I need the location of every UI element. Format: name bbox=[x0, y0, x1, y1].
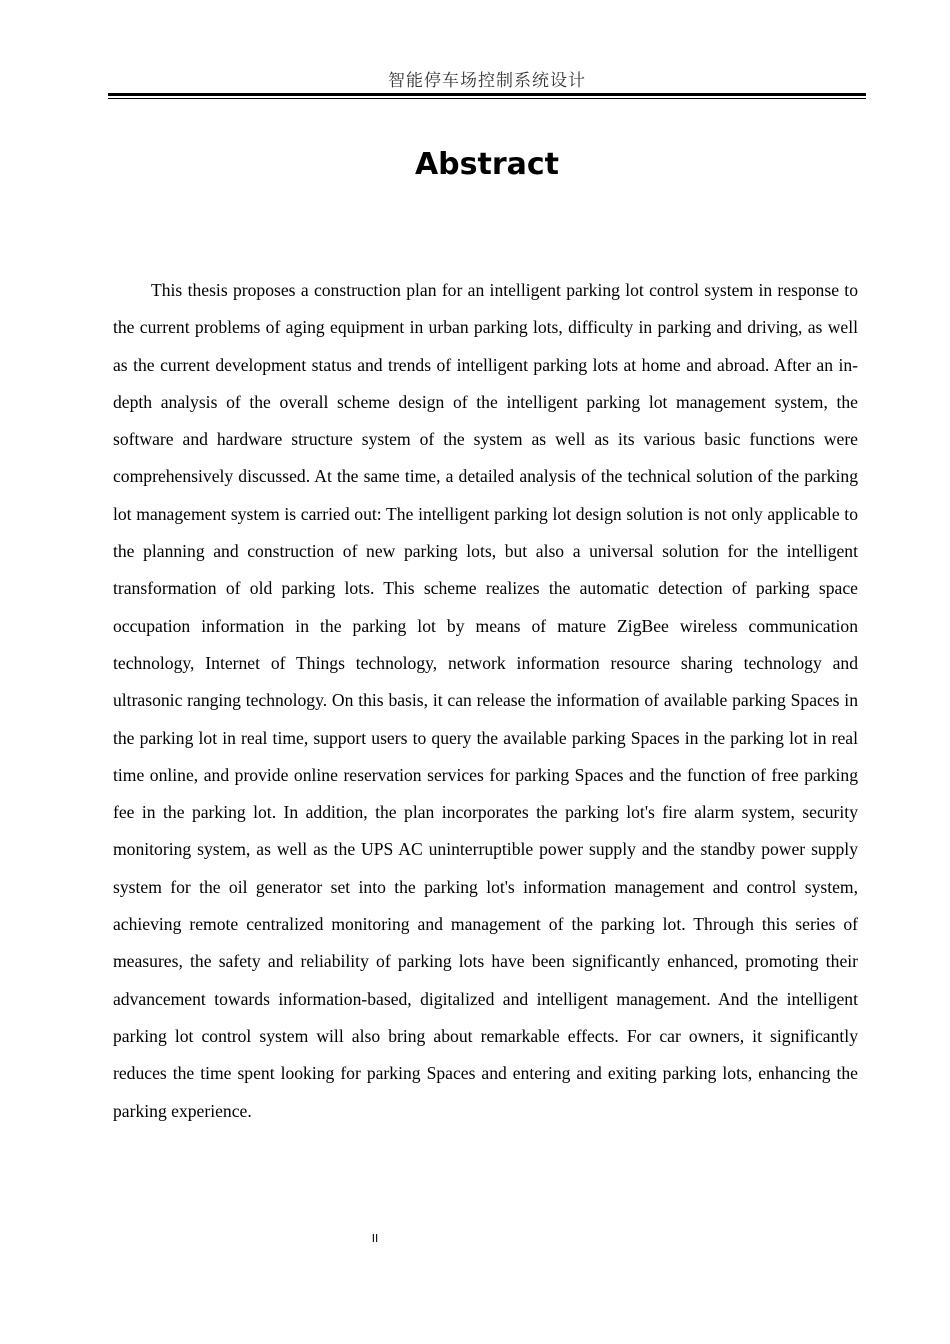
header-rule-thick bbox=[108, 93, 866, 96]
abstract-heading: Abstract bbox=[414, 147, 560, 182]
running-header-title: 智能停车场控制系统设计 bbox=[388, 71, 586, 91]
abstract-paragraph: This thesis proposes a construction plan for an intelligent parking lot control system in response to the current problems of aging equipment in urban parking lots, difficulty in parking and driving, as well as the current development status and trends of intelligent parking lots at home and abroad. After an in-depth analysis of the overall scheme design of the intelligent parking lot management system, the software and hardware structure system of the system as well as its various basic functions were comprehensively discussed. At the same time, a detailed analysis of the technical solution of the parking lot management system is carried out: The intelligent parking lot design solution is not only applicable to the planning and construction of new parking lots, but also a universal solution for the intelligent transformation of old parking lots. This scheme realizes the automatic detection of parking space occupation information in the parking lot by means of mature ZigBee wireless communication technology, Internet of Things technology, network information resource sharing technology and ultrasonic ranging technology. On this basis, it can release the information of available parking Spaces in the parking lot in real time, support users to query the available parking Spaces in the parking lot in real time online, and provide online reservation services for parking Spaces and the function of free parking fee in the parking lot. In addition, the plan incorporates the parking lot's fire alarm system, security monitoring system, as well as the UPS AC uninterruptible power supply and the standby power supply system for the oil generator set into the parking lot's information management and control system, achieving remote centralized monitoring and management of the parking lot. Through this series of measures, the safety and reliability of parking lots have been significantly enhanced, promoting their advancement towards information-based, digitalized and intelligent management. And the intelligent parking lot control system will also bring about remarkable effects. For car owners, it significantly reduces the time spent looking for parking Spaces and entering and exiting parking lots, enhancing the parking experience. bbox=[113, 280, 858, 1121]
header-rule-thin bbox=[108, 98, 866, 99]
page-number: II bbox=[371, 1232, 379, 1245]
